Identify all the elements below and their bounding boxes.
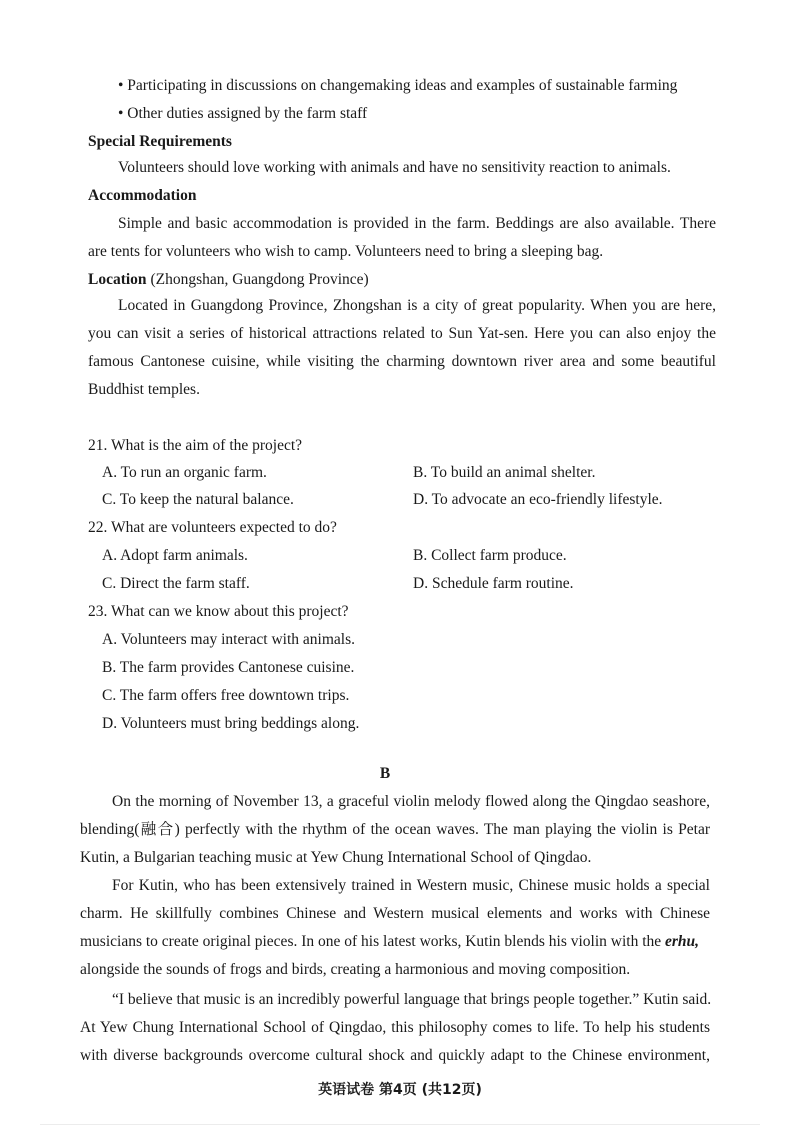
answer-option[interactable]: C. Direct the farm staff.: [102, 575, 250, 592]
page-footer: 英语试卷 第4页 (共12页): [318, 1082, 482, 1098]
paragraph-line: with diverse backgrounds overcome cultural shock and quickly adapt to the Chinese environment,: [80, 1047, 710, 1064]
paragraph-line-with-term: [80, 932, 699, 952]
answer-option[interactable]: C. The farm offers free downtown trips.: [102, 687, 350, 704]
paragraph-line: For Kutin, who has been extensively trained in Western music, Chinese music holds a special: [112, 877, 710, 894]
question-stem: 21. What is the aim of the project?: [88, 437, 303, 454]
erhu-term: erhu,: [665, 933, 700, 950]
duty-bullet: • Other duties assigned by the farm staff: [118, 105, 368, 122]
paragraph-line: charm. He skillfully combines Chinese and Western musical elements and works with Chinese: [80, 905, 710, 922]
answer-option[interactable]: B. Collect farm produce.: [413, 547, 567, 564]
paragraph-line: Buddhist temples.: [88, 381, 200, 398]
paragraph-line: are tents for volunteers who wish to camp. Volunteers need to bring a sleeping bag.: [88, 243, 604, 260]
section-heading-special-requirements: Special Requirements: [88, 133, 232, 150]
answer-option[interactable]: A. Volunteers may interact with animals.: [102, 631, 355, 648]
answer-option[interactable]: C. To keep the natural balance.: [102, 491, 294, 508]
paragraph-line: alongside the sounds of frogs and birds, creating a harmonious and moving composition.: [80, 961, 631, 978]
location-heading-label: Location: [88, 271, 147, 288]
paragraph-line-text: musicians to create original pieces. In one of his latest works, Kutin blends his violin with the: [80, 933, 662, 950]
paragraph-line: On the morning of November 13, a graceful violin melody flowed along the Qingdao seashore,: [112, 793, 710, 810]
paragraph-line: you can visit a series of historical attractions related to Sun Yat-sen. Here you can also enjoy the: [88, 325, 716, 342]
location-heading-detail: (Zhongshan, Guangdong Province): [146, 271, 369, 288]
paragraph-line: Volunteers should love working with animals and have no sensitivity reaction to animals.: [118, 159, 671, 176]
answer-option[interactable]: D. Volunteers must bring beddings along.: [102, 715, 360, 732]
paragraph-line: Simple and basic accommodation is provided in the farm. Beddings are also available. There: [118, 215, 716, 232]
duty-bullet: • Participating in discussions on changemaking ideas and examples of sustainable farming: [118, 77, 678, 94]
paragraph-line: famous Cantonese cuisine, while visiting the charming downtown river area and some beautiful: [88, 353, 716, 370]
answer-option[interactable]: B. To build an animal shelter.: [413, 464, 596, 481]
bottom-divider: [40, 1124, 760, 1125]
paragraph-line: At Yew Chung International School of Qingdao, this philosophy comes to life. To help his students: [80, 1019, 710, 1036]
paragraph-line: blending(融合) perfectly with the rhythm of the ocean waves. The man playing the violin is Petar: [80, 821, 710, 838]
answer-option[interactable]: D. To advocate an eco-friendly lifestyle.: [413, 491, 663, 508]
paragraph-line: “I believe that music is an incredibly powerful language that brings people together.” Kutin said.: [112, 991, 712, 1008]
question-stem: 22. What are volunteers expected to do?: [88, 519, 337, 536]
section-label: B: [379, 765, 391, 782]
question-stem: 23. What can we know about this project?: [88, 603, 349, 620]
answer-option[interactable]: B. The farm provides Cantonese cuisine.: [102, 659, 355, 676]
paragraph-line: Located in Guangdong Province, Zhongshan is a city of great popularity. When you are here,: [118, 297, 716, 314]
paragraph-line: Kutin, a Bulgarian teaching music at Yew Chung International School of Qingdao.: [80, 849, 592, 866]
section-heading-location: [88, 270, 369, 290]
answer-option[interactable]: A. To run an organic farm.: [102, 464, 267, 481]
answer-option[interactable]: A. Adopt farm animals.: [102, 547, 248, 564]
answer-option[interactable]: D. Schedule farm routine.: [413, 575, 574, 592]
section-heading-accommodation: Accommodation: [88, 187, 197, 204]
